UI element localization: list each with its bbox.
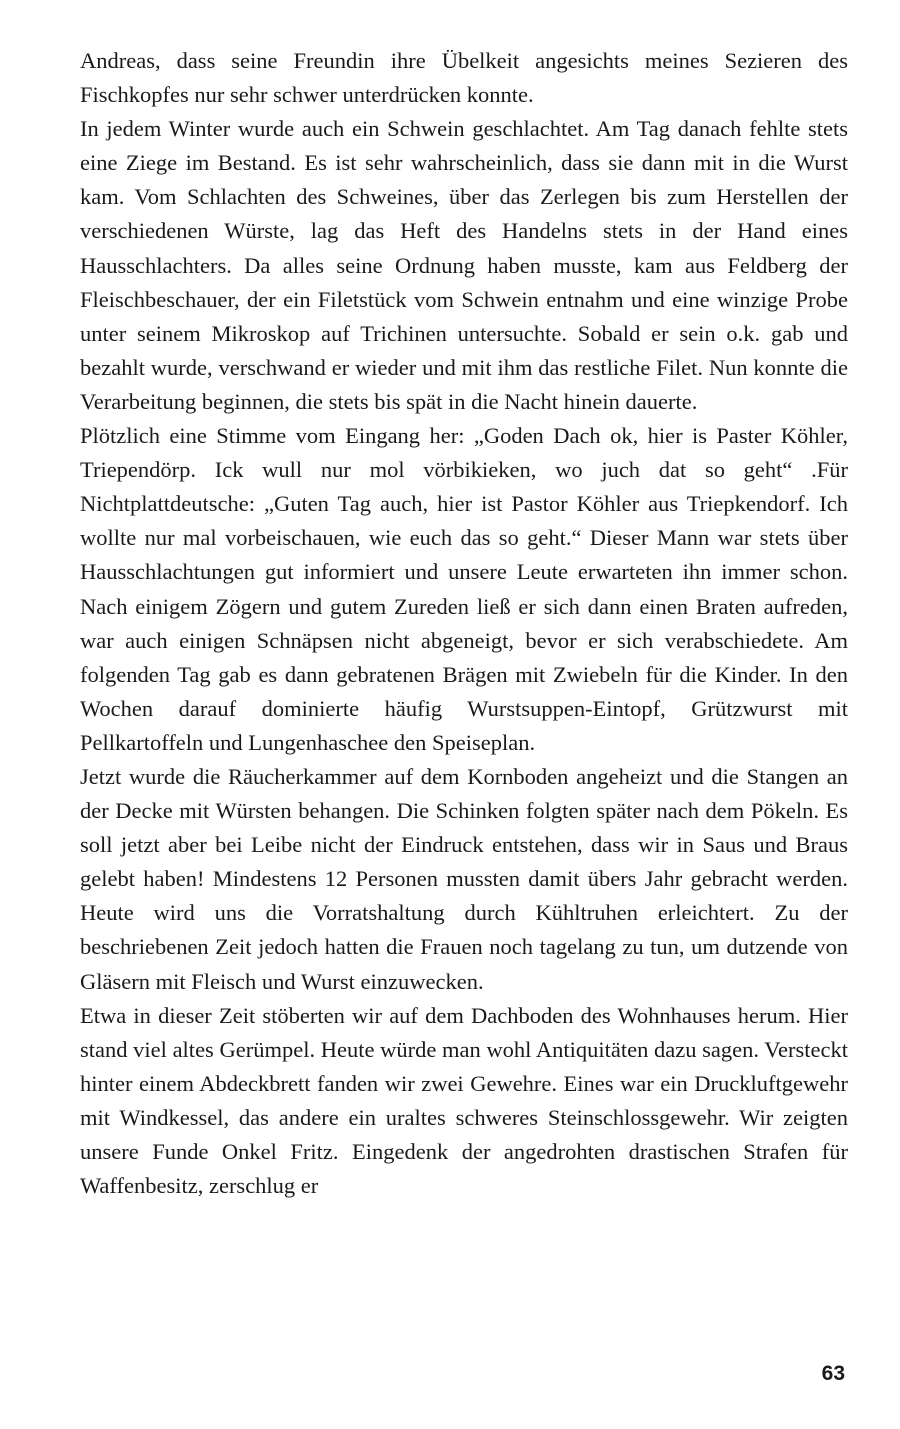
paragraph-2: In jedem Winter wurde auch ein Schwein geschlachtet. Am Tag danach fehlte stets eine Ziege im Bestand. Es ist sehr wahrscheinlich, dass sie dann mit in die Wurst kam. Vom Schlachten des Schweines, über das Zerlegen bis zum Herstellen der verschiedenen Würste, lag das Heft des Handelns stets in der Hand eines Hausschlachters. Da alles seine Ordnung haben musste, kam aus Feldberg der Fleischbeschauer, der ein Filetstück vom Schwein entnahm und eine winzige Probe unter seinem Mikroskop auf Trichinen untersuchte. Sobald er sein o.k. gab und bezahlt wurde, verschwand er wieder und mit ihm das restliche Filet. Nun konnte die Verarbeitung beginnen, die stets bis spät in die Nacht hinein dauerte. (80, 116, 848, 414)
paragraph-5: Etwa in dieser Zeit stöberten wir auf dem Dachboden des Wohnhauses herum. Hier stand viel altes Gerümpel. Heute würde man wohl Antiquitäten dazu sagen. Versteckt hinter einem Abdeckbrett fanden wir zwei Gewehre. Eines war ein Druckluftgewehr mit Windkessel, das andere ein uraltes schweres Steinschlossgewehr. Wir zeigten unsere Funde Onkel Fritz. Eingedenk der angedrohten drastischen Strafen für Waffenbesitz, zerschlug er (80, 1002, 848, 1199)
page-body-text (80, 44, 848, 1203)
paragraph-1: Andreas, dass seine Freundin ihre Übelkeit angesichts meines Sezieren des Fischkopfes nur sehr schwer unterdrücken konnte. (80, 48, 848, 108)
paragraph-4: Jetzt wurde die Räucherkammer auf dem Kornboden angeheizt und die Stangen an der Decke mit Würsten behangen. Die Schinken folgten später nach dem Pökeln. Es soll jetzt aber bei Leibe nicht der Eindruck entstehen, dass wir in Saus und Braus gelebt haben! Mindestens 12 Personen mussten damit übers Jahr gebracht werden. Heute wird uns die Vorratshaltung durch Kühltruhen erleichtert. Zu der beschriebenen Zeit jedoch hatten die Frauen noch tagelang zu tun, um dutzende von Gläsern mit Fleisch und Wurst einzuwecken. (80, 763, 848, 994)
paragraph-3: Plötzlich eine Stimme vom Eingang her: „Goden Dach ok, hier is Paster Köhler, Triependörp. Ick wull nur mol vörbikieken, wo juch dat so geht“ .Für Nichtplattdeutsche: „Guten Tag auch, hier ist Pastor Köhler aus Triepkendorf. Ich wollte nur mal vorbeischauen, wie euch das so geht.“ Dieser Mann war stets über Hausschlachtungen gut informiert und unsere Leute erwarteten ihn immer schon. Nach einigem Zögern und gutem Zureden ließ er sich dann einen Braten aufreden, war auch einigen Schnäpsen nicht abgeneigt, bevor er sich verabschiedete. Am folgenden Tag gab es dann gebratenen Brägen mit Zwiebeln für die Kinder. In den Wochen darauf dominierte häufig Wurstsuppen-Eintopf, Grützwurst mit Pellkartoffeln und Lungenhaschee den Speiseplan. (80, 423, 848, 755)
page-number: 63 (821, 1362, 845, 1385)
